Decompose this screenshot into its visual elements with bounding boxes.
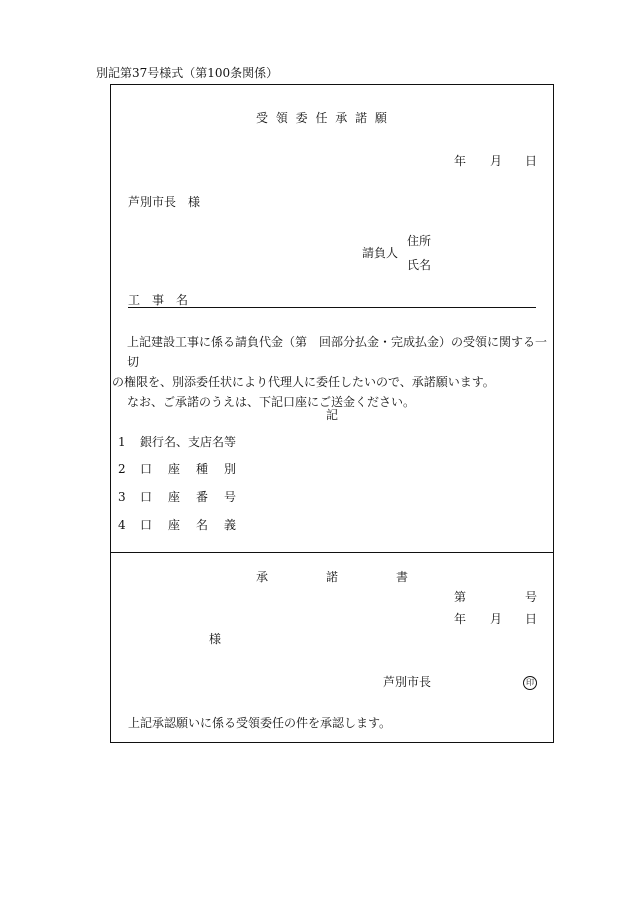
name-label: 氏名 xyxy=(407,258,432,272)
item-4-number: 4 xyxy=(118,518,126,532)
ki-label: 記 xyxy=(326,408,339,422)
seal-icon: 印 xyxy=(523,676,537,690)
request-date-month: 月 xyxy=(490,154,503,168)
body-line-2: の権限を、別添委任状により代理人に委任したいので、承諾願います。 xyxy=(112,375,495,389)
approval-title-2: 諾 xyxy=(326,570,339,584)
approval-number-prefix: 第 xyxy=(454,590,467,604)
item-1-label: 銀行名、支店名等 xyxy=(140,435,237,449)
approval-sama: 様 xyxy=(209,632,222,646)
approval-date-month: 月 xyxy=(490,612,503,626)
body-line-1: 上記建設工事に係る請負代金（第 回部分払金・完成払金）の受領に関する一切 xyxy=(127,335,548,369)
approval-mayor: 芦別市長 xyxy=(383,675,432,689)
item-2-number: 2 xyxy=(118,462,126,476)
contractor-label: 請負人 xyxy=(362,246,399,260)
addressee: 芦別市長 様 xyxy=(128,195,201,209)
address-label: 住所 xyxy=(407,234,432,248)
item-4-label: 口 座 名 義 xyxy=(140,518,239,532)
item-3-label: 口 座 番 号 xyxy=(140,490,239,504)
approval-title-3: 書 xyxy=(396,570,409,584)
construction-name-line xyxy=(180,307,536,308)
body-text xyxy=(112,332,551,412)
request-date-day: 日 xyxy=(525,154,538,168)
approval-date-year: 年 xyxy=(454,612,467,626)
approval-statement: 上記承認願いに係る受領委任の件を承認します。 xyxy=(128,716,392,730)
item-3-number: 3 xyxy=(118,490,126,504)
approval-number-suffix: 号 xyxy=(525,590,538,604)
item-1-number: 1 xyxy=(118,435,126,449)
construction-name-label: 工 事 名 xyxy=(128,293,189,307)
request-date-year: 年 xyxy=(454,154,467,168)
form-label: 別記第37号様式（第100条関係） xyxy=(96,66,279,80)
item-2-label: 口 座 種 別 xyxy=(140,462,239,476)
approval-title-1: 承 xyxy=(256,570,269,584)
body-line-3: なお、ご承諾のうえは、下記口座にご送金ください。 xyxy=(127,395,416,409)
section-divider xyxy=(110,552,554,553)
approval-date-day: 日 xyxy=(525,612,538,626)
request-title: 受 領 委 任 承 諾 願 xyxy=(256,111,389,125)
